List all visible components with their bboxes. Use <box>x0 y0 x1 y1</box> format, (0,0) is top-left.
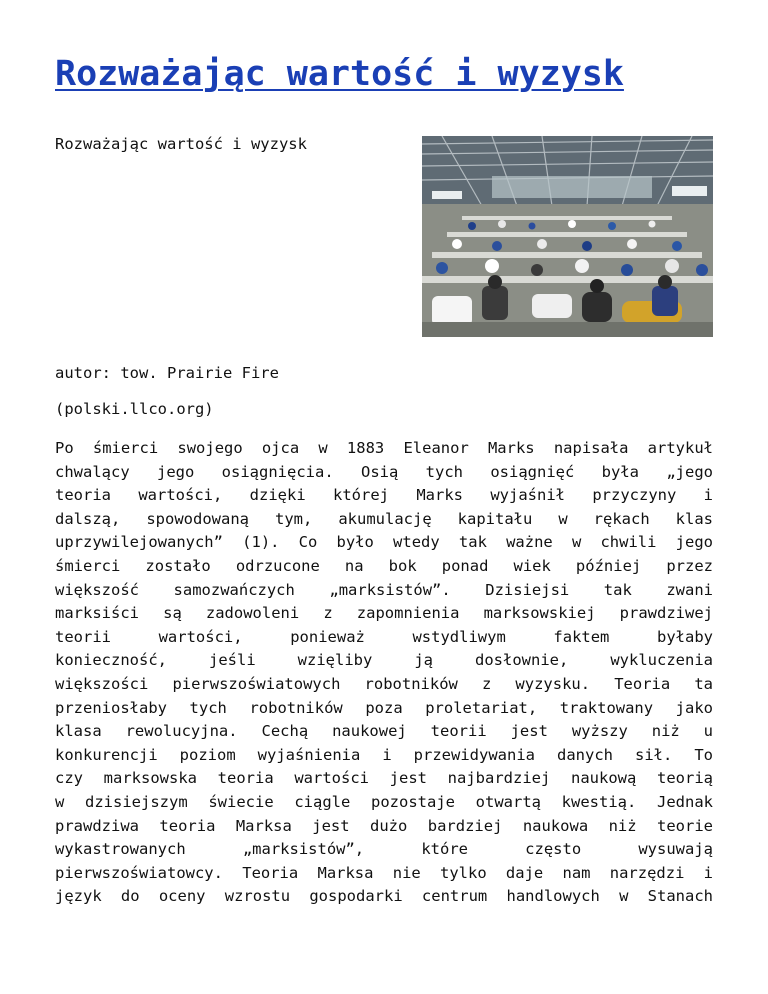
body-line: konkurencji poziom wyjaśnienia i przewidywania danych sił. To <box>55 745 713 764</box>
body-line: pierwszoświatowcy. Teoria Marksa nie tylko daje nam narzędzi i <box>55 863 713 882</box>
body-line: czy marksowska teoria wartości jest najbardziej naukową teorią <box>55 769 713 788</box>
body-line: klasa rewolucyjna. Cechą naukowej teorii jest wyższy niż u <box>55 722 713 741</box>
body-line: większość samozwańczych „marksistów”. Dzisiejsi tak zwani <box>55 580 713 599</box>
body-line: teorii wartości, ponieważ wstydliwym faktem byłaby <box>55 627 713 646</box>
factory-floor-photo <box>422 136 713 337</box>
body-line: marksiści są zadowoleni z zapomnienia marksowskiej prawdziwej <box>55 604 713 623</box>
author-line: autor: tow. Prairie Fire <box>55 364 279 382</box>
body-line: język do oceny wzrostu gospodarki centrum handlowych w Stanach <box>55 887 713 906</box>
body-line: uprzywilejowanych” (1). Co było wtedy tak ważne w chwili jego <box>55 533 713 552</box>
body-line: Po śmierci swojego ojca w 1883 Eleanor Marks napisała artykuł <box>55 439 713 457</box>
body-line: przeniosłaby tych robotników poza proletariat, traktowany jako <box>55 698 713 717</box>
body-line: wykastrowanych „marksistów”, które często wysuwają <box>55 840 713 859</box>
page-title-link[interactable]: Rozważając wartość i wyzysk <box>55 54 624 94</box>
body-line: śmierci zostało odrzucone na bok ponad wiek później przez <box>55 556 713 575</box>
body-line: w dzisiejszym świecie ciągle pozostaje otwartą kwestią. Jednak <box>55 792 713 811</box>
body-line: konieczność, jeśli wzięliby ją dosłownie, wykluczenia <box>55 651 713 670</box>
body-line: teoria wartości, dzięki której Marks wyjaśnił przyczyny i <box>55 486 713 505</box>
body-line: większości pierwszoświatowych robotników z wyzysku. Teoria ta <box>55 674 713 693</box>
body-line: prawdziwa teoria Marksa jest dużo bardziej naukowa niż teorie <box>55 816 713 835</box>
article-body <box>55 437 713 909</box>
body-line: dalszą, spowodowaną tym, akumulację kapitału w rękach klas <box>55 509 713 528</box>
body-line: chwalący jego osiągnięcia. Osią tych osiągnięć była „jego <box>55 462 713 481</box>
article-subtitle: Rozważając wartość i wyzysk <box>55 135 307 153</box>
source-line: (polski.llco.org) <box>55 400 214 418</box>
